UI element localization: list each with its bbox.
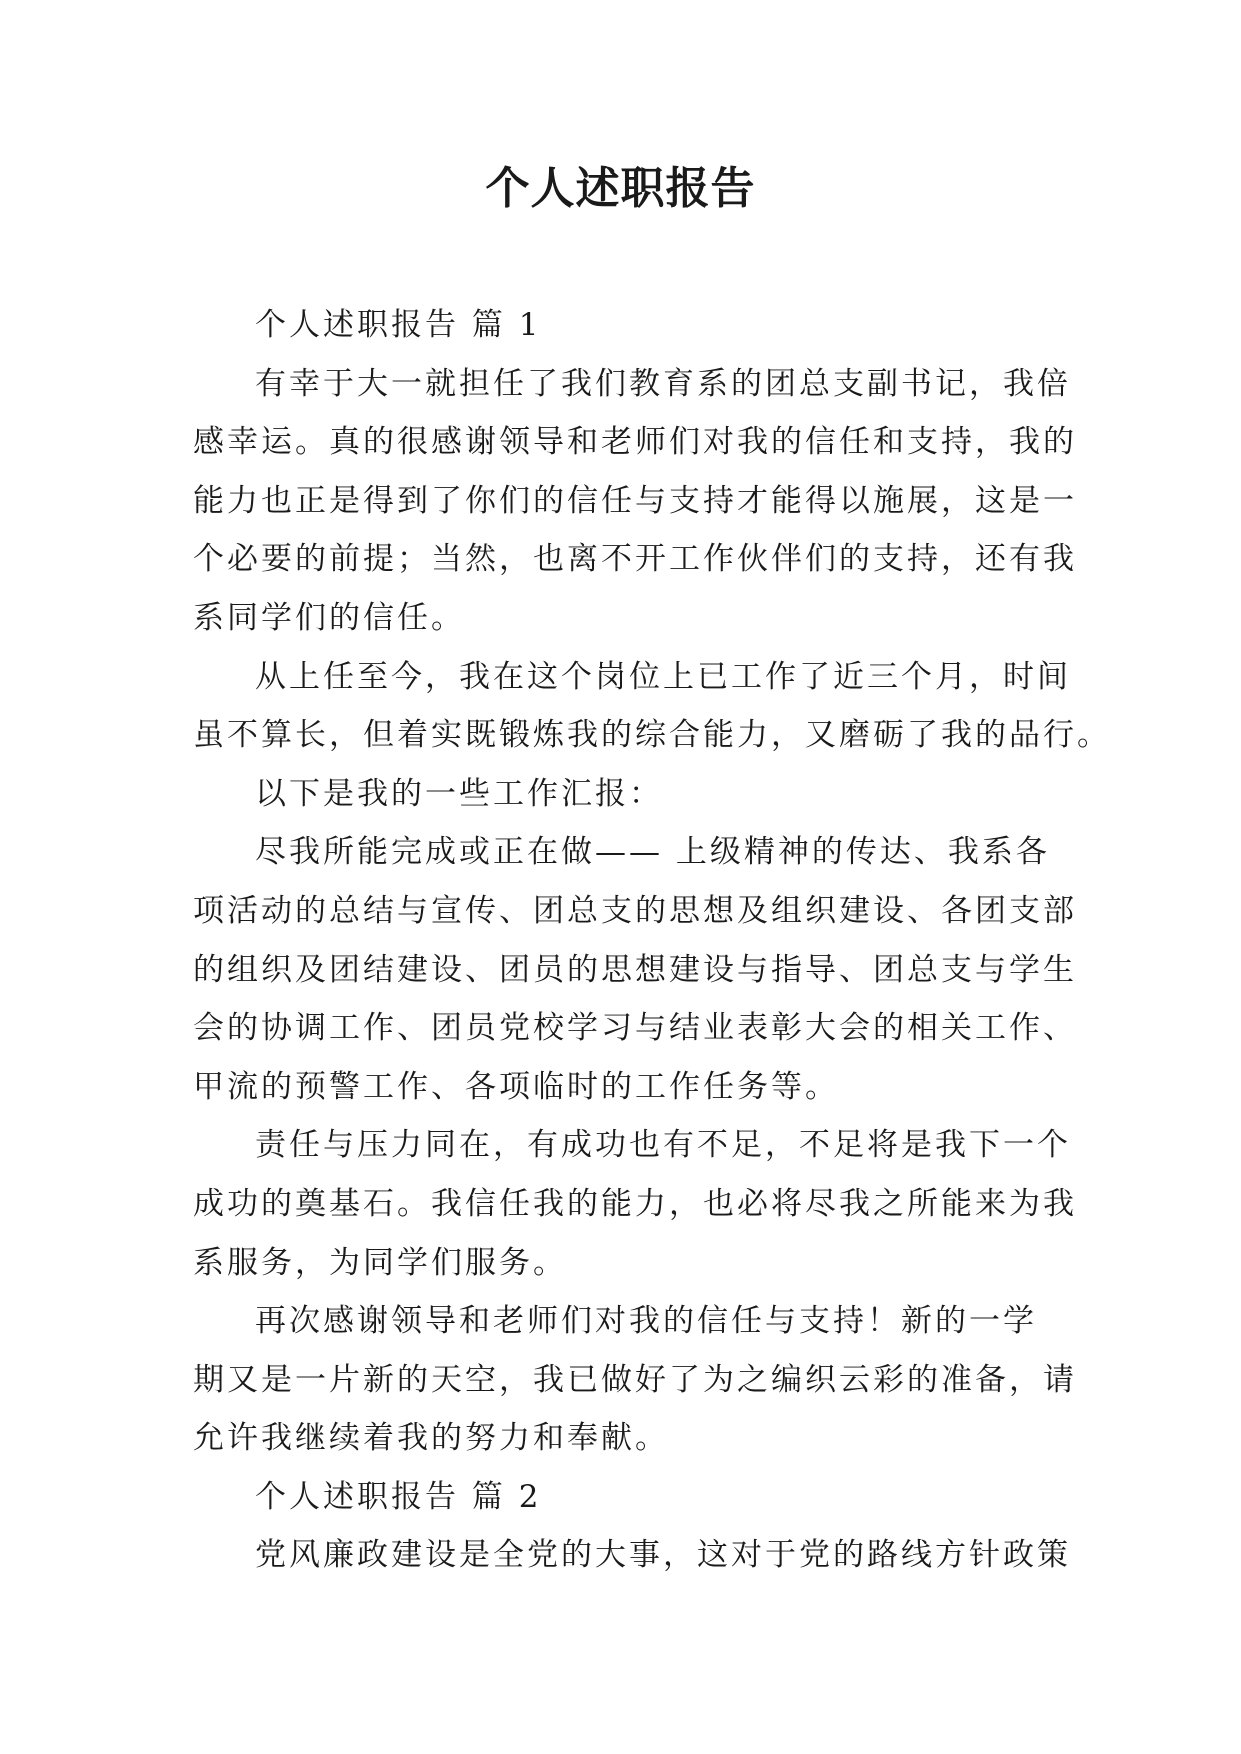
text-line: 虽不算长，但着实既锻炼我的综合能力，又磨砺了我的品行。 [193, 717, 1111, 754]
text-line: 项活动的总结与宣传、团总支的思想及组织建设、各团支部 [193, 892, 1077, 929]
text-line: 允许我继续着我的努力和奉献。 [193, 1420, 669, 1457]
text-line: 甲流的预警工作、各项临时的工作任务等。 [193, 1068, 839, 1105]
document-title: 个人述职报告 [485, 163, 756, 214]
text-line: 系同学们的信任。 [193, 599, 465, 636]
text-line: 系服务，为同学们服务。 [193, 1244, 567, 1281]
document-body [193, 296, 1111, 1585]
text-line: 个人述职报告 篇 1 [255, 307, 542, 343]
text-line: 党风廉政建设是全党的大事，这对于党的路线方针政策 [255, 1537, 1071, 1574]
text-line: 个人述职报告 篇 2 [255, 1478, 542, 1515]
text-line: 再次感谢领导和老师们对我的信任与支持！新的一学 [255, 1303, 1037, 1340]
text-line: 尽我所能完成或正在做—— 上级精神的传达、我系各 [255, 834, 1050, 871]
text-line: 个必要的前提；当然，也离不开工作伙伴们的支持，还有我 [193, 541, 1077, 578]
text-line: 会的协调工作、团员党校学习与结业表彰大会的相关工作、 [193, 1010, 1077, 1047]
text-line: 感幸运。真的很感谢领导和老师们对我的信任和支持，我的 [193, 424, 1077, 461]
text-line: 从上任至今，我在这个岗位上已工作了近三个月，时间 [255, 658, 1071, 695]
text-line: 期又是一片新的天空，我已做好了为之编织云彩的准备，请 [193, 1361, 1077, 1398]
text-line: 以下是我的一些工作汇报： [255, 775, 663, 812]
text-line: 成功的奠基石。我信任我的能力，也必将尽我之所能来为我 [193, 1185, 1077, 1222]
text-line: 有幸于大一就担任了我们教育系的团总支副书记，我倍 [255, 365, 1071, 402]
text-line: 责任与压力同在，有成功也有不足，不足将是我下一个 [255, 1127, 1071, 1164]
text-line: 的组织及团结建设、团员的思想建设与指导、团总支与学生 [193, 951, 1077, 988]
text-line: 能力也正是得到了你们的信任与支持才能得以施展，这是一 [193, 482, 1077, 519]
